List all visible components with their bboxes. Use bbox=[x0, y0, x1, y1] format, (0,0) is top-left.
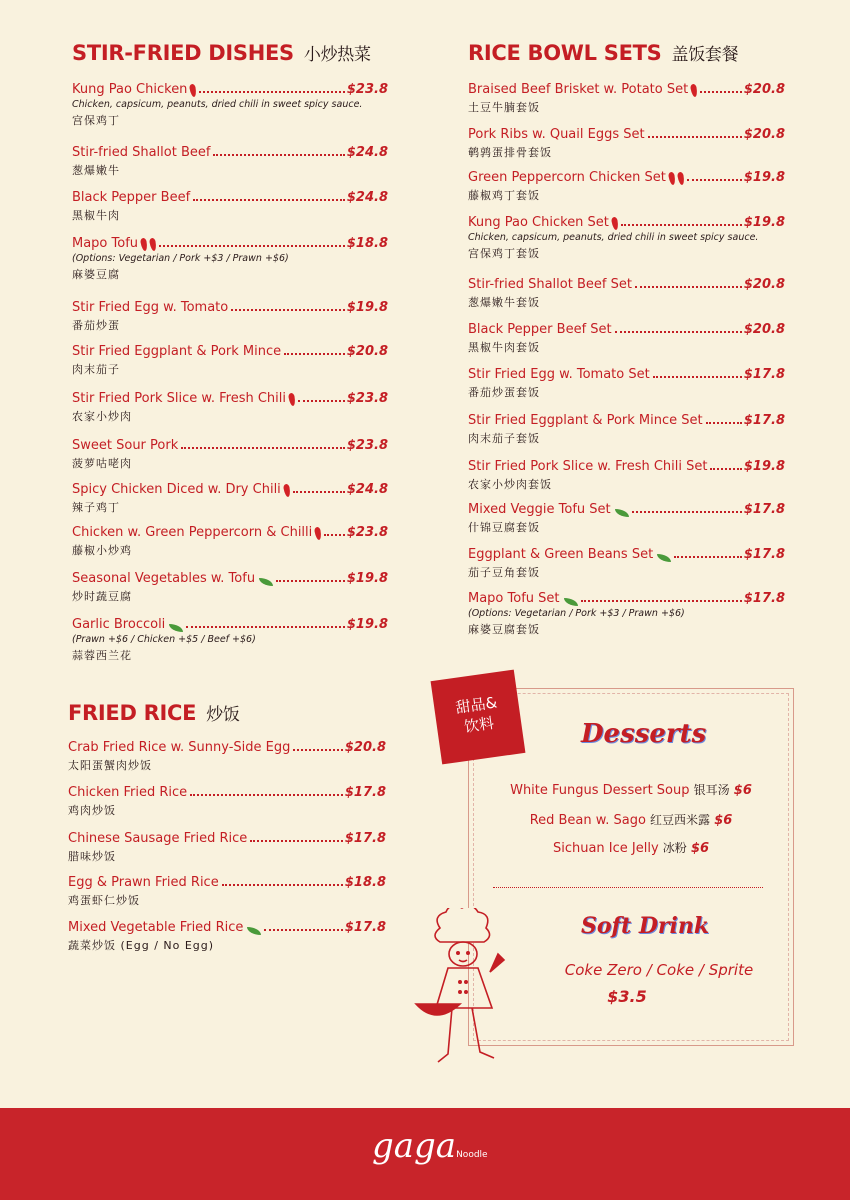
fried-rice-title: FRIED RICE 炒饭 bbox=[68, 701, 240, 725]
dot-leader bbox=[193, 199, 345, 201]
chili-icon bbox=[690, 84, 698, 98]
item-name: Kung Pao Chicken Set bbox=[468, 215, 609, 230]
dot-leader bbox=[284, 353, 345, 355]
item-chinese-name: 鸡肉炒饭 bbox=[68, 804, 116, 817]
desserts-title: Desserts bbox=[581, 719, 707, 749]
chili-icon bbox=[140, 238, 148, 252]
dot-leader bbox=[674, 556, 742, 558]
menu-item bbox=[468, 502, 785, 535]
item-price: $24.8 bbox=[346, 482, 388, 497]
dot-leader bbox=[190, 794, 343, 796]
dot-leader bbox=[687, 179, 742, 181]
item-chinese-name: 农家小炒肉套饭 bbox=[468, 478, 552, 491]
dot-leader bbox=[615, 331, 742, 333]
item-chinese-name: 肉末茄子套饭 bbox=[468, 432, 540, 445]
leaf-icon bbox=[247, 927, 261, 935]
divider bbox=[493, 887, 763, 888]
item-chinese-name: 菠萝咕咾肉 bbox=[72, 457, 132, 470]
menu-item bbox=[468, 277, 785, 310]
item-name: Eggplant & Green Beans Set bbox=[468, 547, 654, 562]
item-price: $20.8 bbox=[743, 82, 785, 97]
item-chinese-name: 土豆牛腩套饭 bbox=[468, 101, 540, 114]
dot-leader bbox=[648, 136, 742, 138]
item-price: $20.8 bbox=[743, 322, 785, 337]
item-name: Garlic Broccoli bbox=[72, 617, 166, 632]
item-price: $19.8 bbox=[743, 170, 785, 185]
item-name: Mapo Tofu Set bbox=[468, 591, 560, 606]
item-price: $17.8 bbox=[743, 413, 785, 428]
dot-leader bbox=[635, 286, 742, 288]
item-chinese-name: 黑椒牛肉 bbox=[72, 209, 120, 222]
item-chinese-name: 麻婆豆腐套饭 bbox=[468, 623, 540, 636]
soft-drink-title: Soft Drink bbox=[581, 913, 710, 939]
menu-item bbox=[72, 236, 388, 282]
item-name: Crab Fried Rice w. Sunny-Side Egg bbox=[68, 740, 291, 755]
item-price: $20.8 bbox=[743, 277, 785, 292]
menu-item bbox=[72, 391, 388, 424]
menu-item bbox=[468, 367, 785, 400]
item-chinese-name: 蔬菜炒饭 (Egg / No Egg) bbox=[68, 939, 215, 952]
menu-item bbox=[72, 300, 388, 333]
item-name: Stir Fried Egg w. Tomato Set bbox=[468, 367, 650, 382]
item-chinese-name: 肉末茄子 bbox=[72, 363, 120, 376]
stir-fried-title: STIR-FRIED DISHES 小炒热菜 bbox=[72, 41, 371, 65]
item-name: Black Pepper Beef bbox=[72, 190, 191, 205]
item-name: Stir-fried Shallot Beef Set bbox=[468, 277, 632, 292]
dot-leader bbox=[276, 580, 345, 582]
item-price: $23.8 bbox=[346, 438, 388, 453]
dessert-item: Red Bean w. Sago 红豆西米露 $6 bbox=[529, 813, 733, 828]
drinks-list: Coke Zero / Coke / Sprite bbox=[564, 961, 754, 979]
drink-price: $3.5 bbox=[607, 987, 647, 1006]
dot-leader bbox=[181, 447, 345, 449]
dessert-item: White Fungus Dessert Soup 银耳汤 $6 bbox=[510, 783, 752, 798]
item-chinese-name: 黑椒牛肉套饭 bbox=[468, 341, 540, 354]
menu-item bbox=[72, 344, 388, 377]
menu-item bbox=[468, 215, 785, 261]
item-name: Green Peppercorn Chicken Set bbox=[468, 170, 666, 185]
leaf-icon bbox=[657, 554, 671, 562]
item-chinese-name: 茄子豆角套饭 bbox=[468, 566, 540, 579]
item-price: $23.8 bbox=[346, 82, 388, 97]
menu-item bbox=[468, 413, 785, 446]
item-price: $19.8 bbox=[346, 617, 388, 632]
menu-item bbox=[72, 82, 388, 128]
item-price: $17.8 bbox=[743, 367, 785, 382]
item-name: Stir Fried Pork Slice w. Fresh Chili Set bbox=[468, 459, 708, 474]
item-name: Stir Fried Eggplant & Pork Mince bbox=[72, 344, 282, 359]
item-description: Chicken, capsicum, peanuts, dried chili in sweet spicy sauce. bbox=[72, 99, 363, 110]
item-price: $17.8 bbox=[344, 920, 386, 935]
dot-leader bbox=[199, 91, 344, 93]
menu-item bbox=[72, 438, 388, 471]
dot-leader bbox=[298, 400, 345, 402]
item-chinese-name: 葱爆嫩牛 bbox=[72, 164, 120, 177]
dot-leader bbox=[581, 600, 742, 602]
chili-icon bbox=[611, 217, 619, 231]
item-description: (Options: Vegetarian / Pork +$3 / Prawn +$6) bbox=[468, 608, 685, 619]
item-price: $19.8 bbox=[743, 215, 785, 230]
dot-leader bbox=[264, 929, 343, 931]
item-name: Spicy Chicken Diced w. Dry Chili bbox=[72, 482, 281, 497]
item-chinese-name: 藤椒小炒鸡 bbox=[72, 544, 132, 557]
item-chinese-name: 鸡蛋虾仁炒饭 bbox=[68, 894, 140, 907]
chili-icon bbox=[288, 393, 296, 407]
item-price: $18.8 bbox=[346, 236, 388, 251]
rice-bowl-title: RICE BOWL SETS 盖饭套餐 bbox=[468, 41, 739, 65]
item-chinese-name: 宫保鸡丁套饭 bbox=[468, 247, 540, 260]
item-price: $19.8 bbox=[346, 300, 388, 315]
menu-item bbox=[72, 571, 388, 604]
menu-item bbox=[468, 459, 785, 492]
dot-leader bbox=[293, 491, 345, 493]
chili-icon bbox=[668, 172, 676, 186]
item-name: Chinese Sausage Fried Rice bbox=[68, 831, 248, 846]
leaf-icon bbox=[169, 624, 183, 632]
menu-item bbox=[468, 322, 785, 355]
leaf-icon bbox=[564, 598, 578, 606]
item-name: Chicken w. Green Peppercorn & Chilli bbox=[72, 525, 313, 540]
item-name: Sweet Sour Pork bbox=[72, 438, 179, 453]
item-name: Egg & Prawn Fried Rice bbox=[68, 875, 219, 890]
dot-leader bbox=[231, 309, 345, 311]
item-name: Mixed Vegetable Fried Rice bbox=[68, 920, 244, 935]
item-name: Black Pepper Beef Set bbox=[468, 322, 612, 337]
dessert-item: Sichuan Ice Jelly 冰粉 $6 bbox=[552, 841, 710, 856]
dot-leader bbox=[213, 154, 344, 156]
item-description: (Prawn +$6 / Chicken +$5 / Beef +$6) bbox=[72, 634, 256, 645]
item-name: Braised Beef Brisket w. Potato Set bbox=[468, 82, 689, 97]
item-price: $17.8 bbox=[743, 547, 785, 562]
menu-item bbox=[72, 482, 388, 515]
item-chinese-name: 农家小炒肉 bbox=[72, 410, 132, 423]
item-price: $23.8 bbox=[346, 391, 388, 406]
menu-item bbox=[468, 82, 785, 115]
dot-leader bbox=[710, 468, 741, 470]
item-name: Pork Ribs w. Quail Eggs Set bbox=[468, 127, 645, 142]
item-price: $20.8 bbox=[346, 344, 388, 359]
menu-item bbox=[68, 920, 386, 953]
dot-leader bbox=[632, 511, 742, 513]
dot-leader bbox=[250, 840, 343, 842]
menu-item bbox=[68, 740, 386, 773]
item-price: $17.8 bbox=[344, 785, 386, 800]
item-price: $17.8 bbox=[743, 502, 785, 517]
item-chinese-name: 番茄炒蛋套饭 bbox=[468, 386, 540, 399]
brand-logo: gagaNoodle bbox=[372, 1126, 488, 1166]
leaf-icon bbox=[259, 578, 273, 586]
menu-item bbox=[468, 547, 785, 580]
item-price: $23.8 bbox=[346, 525, 388, 540]
item-price: $19.8 bbox=[346, 571, 388, 586]
item-chinese-name: 宫保鸡丁 bbox=[72, 114, 120, 127]
dot-leader bbox=[653, 376, 742, 378]
menu-item bbox=[68, 785, 386, 818]
menu-item bbox=[72, 617, 388, 663]
item-chinese-name: 辣子鸡丁 bbox=[72, 501, 120, 514]
menu-item bbox=[468, 127, 785, 160]
item-price: $17.8 bbox=[344, 831, 386, 846]
menu-item bbox=[468, 591, 785, 637]
item-price: $24.8 bbox=[346, 145, 388, 160]
menu-item bbox=[72, 145, 388, 178]
item-description: Chicken, capsicum, peanuts, dried chili in sweet spicy sauce. bbox=[468, 232, 759, 243]
dot-leader bbox=[621, 224, 742, 226]
item-chinese-name: 蒜蓉西兰花 bbox=[72, 649, 132, 662]
menu-item bbox=[72, 190, 388, 223]
chef-illustration bbox=[410, 908, 520, 1073]
item-name: Seasonal Vegetables w. Tofu bbox=[72, 571, 256, 586]
item-chinese-name: 麻婆豆腐 bbox=[72, 268, 120, 281]
item-price: $17.8 bbox=[743, 591, 785, 606]
dot-leader bbox=[324, 534, 345, 536]
chili-icon bbox=[283, 484, 291, 498]
dot-leader bbox=[159, 245, 345, 247]
item-chinese-name: 藤椒鸡丁套饭 bbox=[468, 189, 540, 202]
item-price: $24.8 bbox=[346, 190, 388, 205]
item-chinese-name: 葱爆嫩牛套饭 bbox=[468, 296, 540, 309]
dot-leader bbox=[222, 884, 343, 886]
item-chinese-name: 什锦豆腐套饭 bbox=[468, 521, 540, 534]
menu-item bbox=[68, 875, 386, 908]
chili-icon bbox=[149, 238, 157, 252]
item-price: $19.8 bbox=[743, 459, 785, 474]
item-chinese-name: 腊味炒饭 bbox=[68, 850, 116, 863]
dot-leader bbox=[186, 626, 345, 628]
item-name: Stir-fried Shallot Beef bbox=[72, 145, 211, 160]
dessert-stamp: 甜品& 饮料 bbox=[431, 670, 526, 765]
item-name: Stir Fried Eggplant & Pork Mince Set bbox=[468, 413, 703, 428]
item-chinese-name: 番茄炒蛋 bbox=[72, 319, 120, 332]
item-chinese-name: 炒时蔬豆腐 bbox=[72, 590, 132, 603]
menu-item bbox=[72, 525, 388, 558]
item-name: Chicken Fried Rice bbox=[68, 785, 188, 800]
item-name: Mixed Veggie Tofu Set bbox=[468, 502, 611, 517]
item-name: Stir Fried Egg w. Tomato bbox=[72, 300, 229, 315]
item-price: $20.8 bbox=[743, 127, 785, 142]
chili-icon bbox=[677, 172, 685, 186]
chili-icon bbox=[314, 527, 322, 541]
item-chinese-name: 鹌鹑蛋排骨套饭 bbox=[468, 146, 552, 159]
menu-item bbox=[468, 170, 785, 203]
item-description: (Options: Vegetarian / Pork +$3 / Prawn +$6) bbox=[72, 253, 289, 264]
item-price: $18.8 bbox=[344, 875, 386, 890]
item-price: $20.8 bbox=[344, 740, 386, 755]
dot-leader bbox=[293, 749, 343, 751]
dot-leader bbox=[700, 91, 742, 93]
dot-leader bbox=[706, 422, 742, 424]
leaf-icon bbox=[615, 509, 629, 517]
item-name: Kung Pao Chicken bbox=[72, 82, 188, 97]
chili-icon bbox=[189, 84, 197, 98]
item-name: Stir Fried Pork Slice w. Fresh Chili bbox=[72, 391, 286, 406]
item-name: Mapo Tofu bbox=[72, 236, 139, 251]
item-chinese-name: 太阳蛋蟹肉炒饭 bbox=[68, 759, 152, 772]
menu-item bbox=[68, 831, 386, 864]
